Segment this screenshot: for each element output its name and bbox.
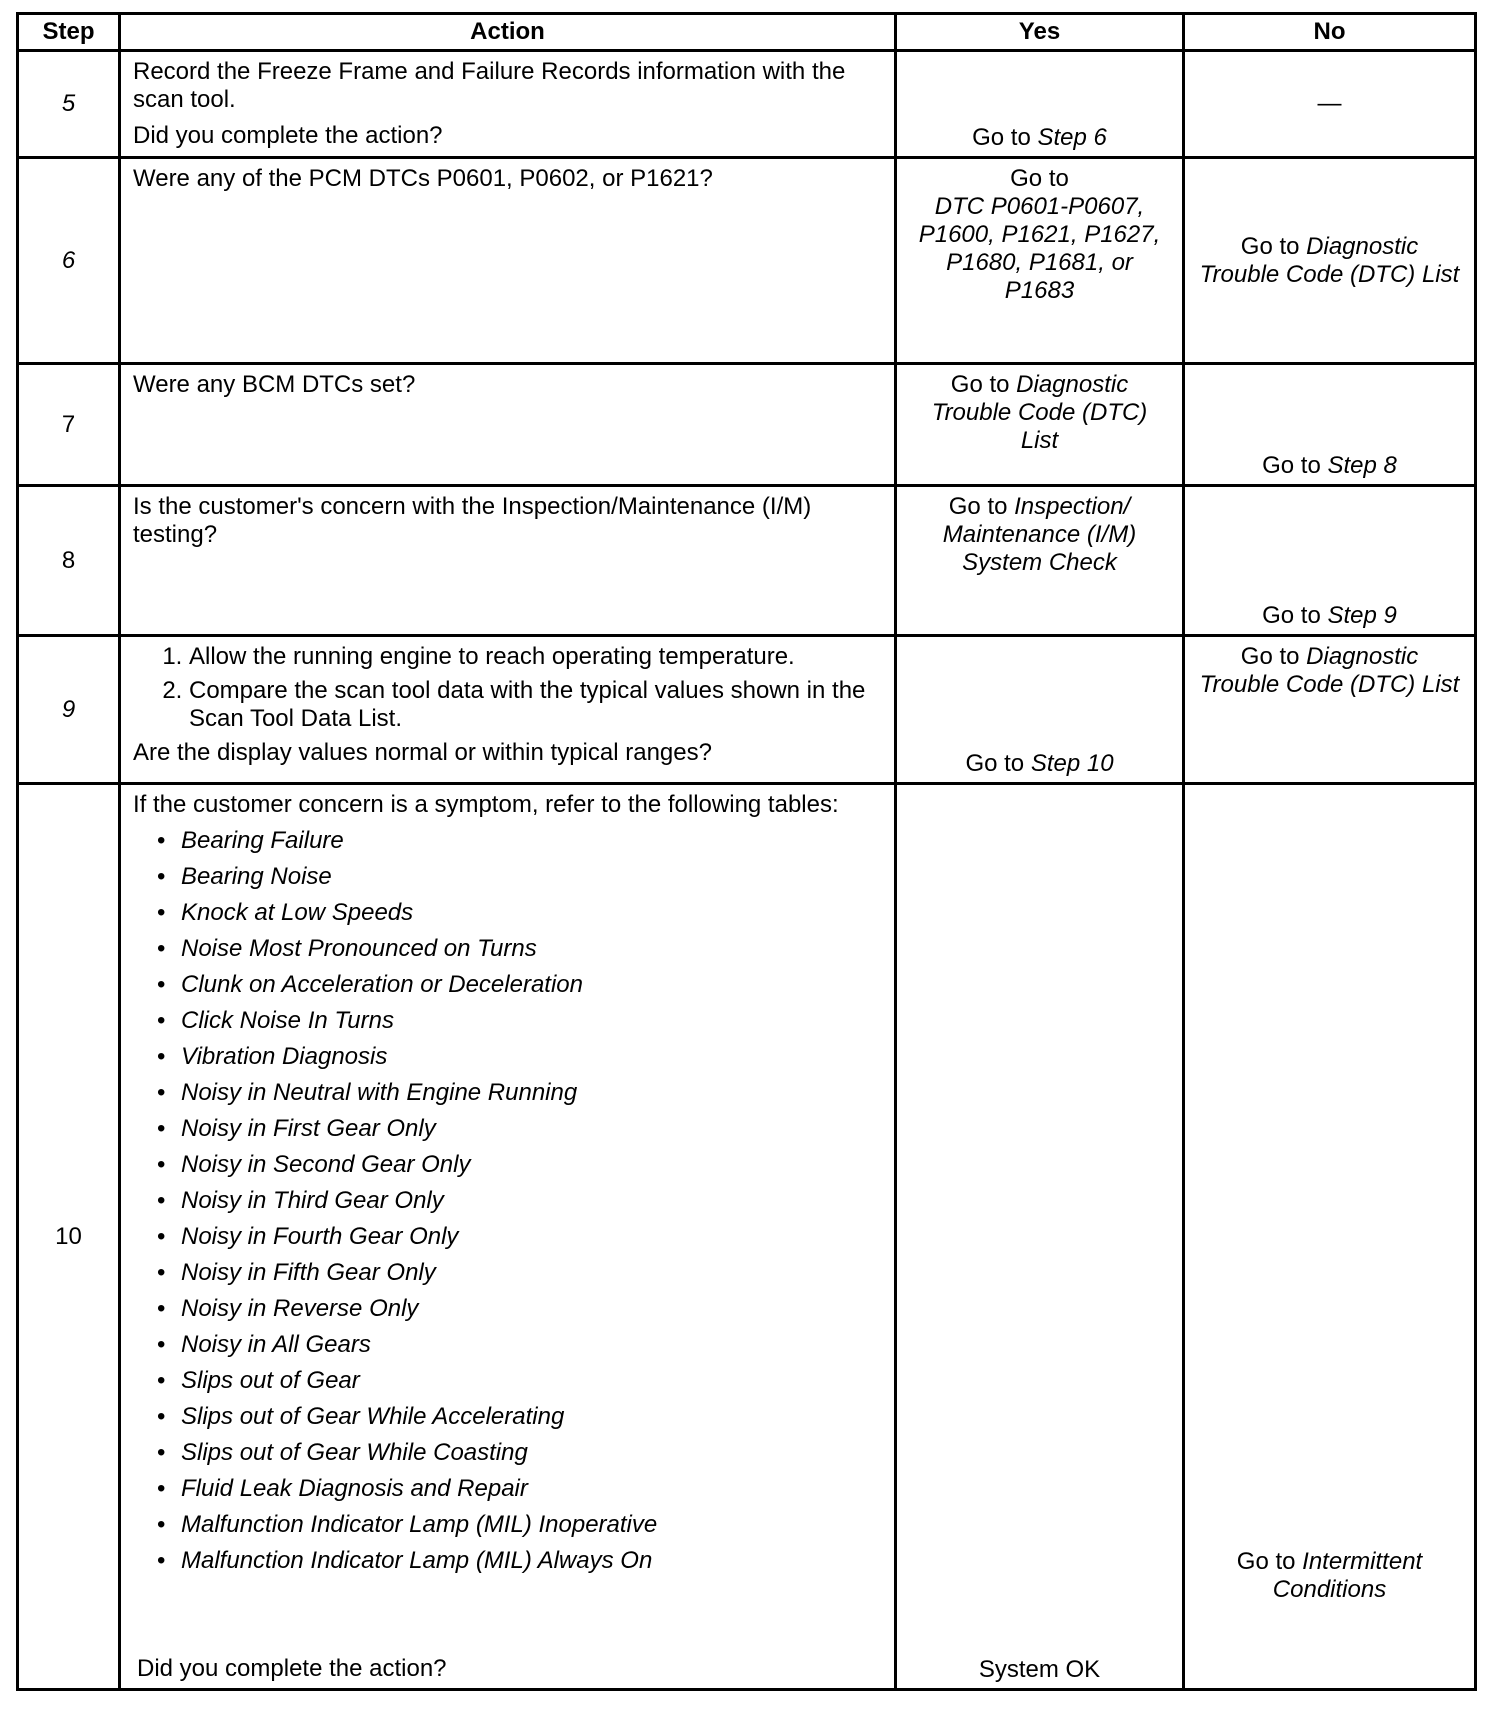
- no-cell: [1184, 784, 1476, 1690]
- no-prefix: Go to: [1240, 232, 1300, 260]
- yes-cell: [896, 636, 1184, 784]
- step-number: 7: [18, 364, 120, 486]
- no-link[interactable]: Diagnostic Trouble Code (DTC) List: [1199, 232, 1460, 288]
- no-cell: [1184, 364, 1476, 486]
- action-cell: [120, 784, 896, 1690]
- action-text: If the customer concern is a symptom, refer to the following tables:: [133, 791, 839, 818]
- symptom-link[interactable]: • Fluid Leak Diagnosis and Repair: [181, 1471, 882, 1507]
- no-prefix: Go to: [1236, 1548, 1296, 1575]
- symptom-link[interactable]: • Noisy in Neutral with Engine Running: [181, 1075, 882, 1111]
- symptom-list: [133, 823, 882, 1579]
- symptom-link[interactable]: • Clunk on Acceleration or Deceleration: [181, 967, 882, 1003]
- yes-prefix: Go to: [948, 493, 1008, 520]
- diagnostic-table: [16, 12, 1477, 1691]
- table-row: [18, 784, 1476, 1690]
- step-list: [133, 643, 882, 733]
- symptom-link[interactable]: • Noisy in First Gear Only: [181, 1111, 882, 1147]
- symptom-link[interactable]: • Bearing Noise: [181, 859, 882, 895]
- question-text: Are the display values normal or within typical ranges?: [133, 739, 712, 766]
- no-link[interactable]: Diagnostic Trouble Code (DTC) List: [1199, 643, 1460, 698]
- action-cell: [120, 364, 896, 486]
- no-link[interactable]: Intermittent Conditions: [1272, 1548, 1423, 1603]
- yes-link[interactable]: Step 10: [1030, 750, 1114, 777]
- table-row: [18, 486, 1476, 636]
- yes-cell: [896, 784, 1184, 1690]
- yes-link[interactable]: Step 6: [1037, 124, 1107, 151]
- table-row: [18, 636, 1476, 784]
- yes-prefix: Go to: [965, 750, 1025, 777]
- yes-cell: [896, 158, 1184, 364]
- list-item: 2. Compare the scan tool data with the typical values shown in the Scan Tool Data List.: [189, 677, 882, 733]
- yes-cell: [896, 364, 1184, 486]
- no-prefix: Go to: [1240, 643, 1300, 670]
- action-text: Were any BCM DTCs set?: [133, 371, 416, 398]
- yes-prefix: Go to: [1010, 165, 1069, 192]
- symptom-link[interactable]: • Click Noise In Turns: [181, 1003, 882, 1039]
- no-cell: [1184, 51, 1476, 158]
- header-row: [18, 14, 1476, 51]
- no-prefix: Go to: [1262, 452, 1321, 479]
- yes-cell: [896, 486, 1184, 636]
- symptom-link[interactable]: • Vibration Diagnosis: [181, 1039, 882, 1075]
- no-prefix: Go to: [1262, 602, 1321, 629]
- action-cell: [120, 158, 896, 364]
- action-text: Is the customer's concern with the Inspection/Maintenance (I/M) testing?: [133, 493, 812, 548]
- symptom-link[interactable]: • Noisy in Fifth Gear Only: [181, 1255, 882, 1291]
- symptom-link[interactable]: • Noisy in Third Gear Only: [181, 1183, 882, 1219]
- step-number: 8: [18, 486, 120, 636]
- step-number: 5: [18, 51, 120, 158]
- action-text: Record the Freeze Frame and Failure Records information with the scan tool.: [133, 58, 846, 113]
- step-number: 9: [18, 636, 120, 784]
- table-row: [18, 364, 1476, 486]
- list-item: 1. Allow the running engine to reach operating temperature.: [189, 643, 882, 671]
- symptom-link[interactable]: • Bearing Failure: [181, 823, 882, 859]
- symptom-link[interactable]: • Slips out of Gear While Coasting: [181, 1435, 882, 1471]
- step-number: 6: [18, 158, 120, 364]
- symptom-link[interactable]: • Noisy in All Gears: [181, 1327, 882, 1363]
- action-cell: [120, 51, 896, 158]
- question-text: Did you complete the action?: [133, 122, 443, 149]
- header-action: Action: [120, 14, 896, 51]
- yes-link[interactable]: Inspection/ Maintenance (I/M) System Check: [942, 493, 1137, 576]
- action-text: Were any of the PCM DTCs P0601, P0602, or P1621?: [133, 165, 713, 192]
- no-link[interactable]: Step 9: [1327, 602, 1397, 629]
- table-row: [18, 51, 1476, 158]
- symptom-link[interactable]: • Malfunction Indicator Lamp (MIL) Always On: [181, 1543, 882, 1579]
- question-text: Did you complete the action?: [137, 1655, 447, 1682]
- no-cell: [1184, 486, 1476, 636]
- action-cell: [120, 486, 896, 636]
- no-link[interactable]: Step 8: [1327, 452, 1397, 479]
- symptom-link[interactable]: • Malfunction Indicator Lamp (MIL) Inoperative: [181, 1507, 882, 1543]
- symptom-link[interactable]: • Noisy in Second Gear Only: [181, 1147, 882, 1183]
- table-row: [18, 158, 1476, 364]
- header-step: Step: [18, 14, 120, 51]
- header-yes: Yes: [896, 14, 1184, 51]
- no-cell: [1184, 158, 1476, 364]
- yes-prefix: Go to: [972, 124, 1031, 151]
- action-cell: [120, 636, 896, 784]
- symptom-link[interactable]: • Noisy in Fourth Gear Only: [181, 1219, 882, 1255]
- no-cell: [1184, 636, 1476, 784]
- yes-link[interactable]: Diagnostic Trouble Code (DTC) List: [931, 371, 1148, 454]
- yes-cell: [896, 51, 1184, 158]
- yes-link[interactable]: DTC P0601-P0607, P1600, P1621, P1627, P1680, P1681, or P1683: [918, 193, 1161, 304]
- yes-text: System OK: [978, 1656, 1101, 1683]
- yes-prefix: Go to: [950, 371, 1010, 398]
- no-text: —: [1317, 90, 1342, 117]
- symptom-link[interactable]: • Noisy in Reverse Only: [181, 1291, 882, 1327]
- symptom-link[interactable]: • Slips out of Gear While Accelerating: [181, 1399, 882, 1435]
- step-number: 10: [18, 784, 120, 1690]
- symptom-link[interactable]: • Knock at Low Speeds: [181, 895, 882, 931]
- symptom-link[interactable]: • Noise Most Pronounced on Turns: [181, 931, 882, 967]
- header-no: No: [1184, 14, 1476, 51]
- symptom-link[interactable]: • Slips out of Gear: [181, 1363, 882, 1399]
